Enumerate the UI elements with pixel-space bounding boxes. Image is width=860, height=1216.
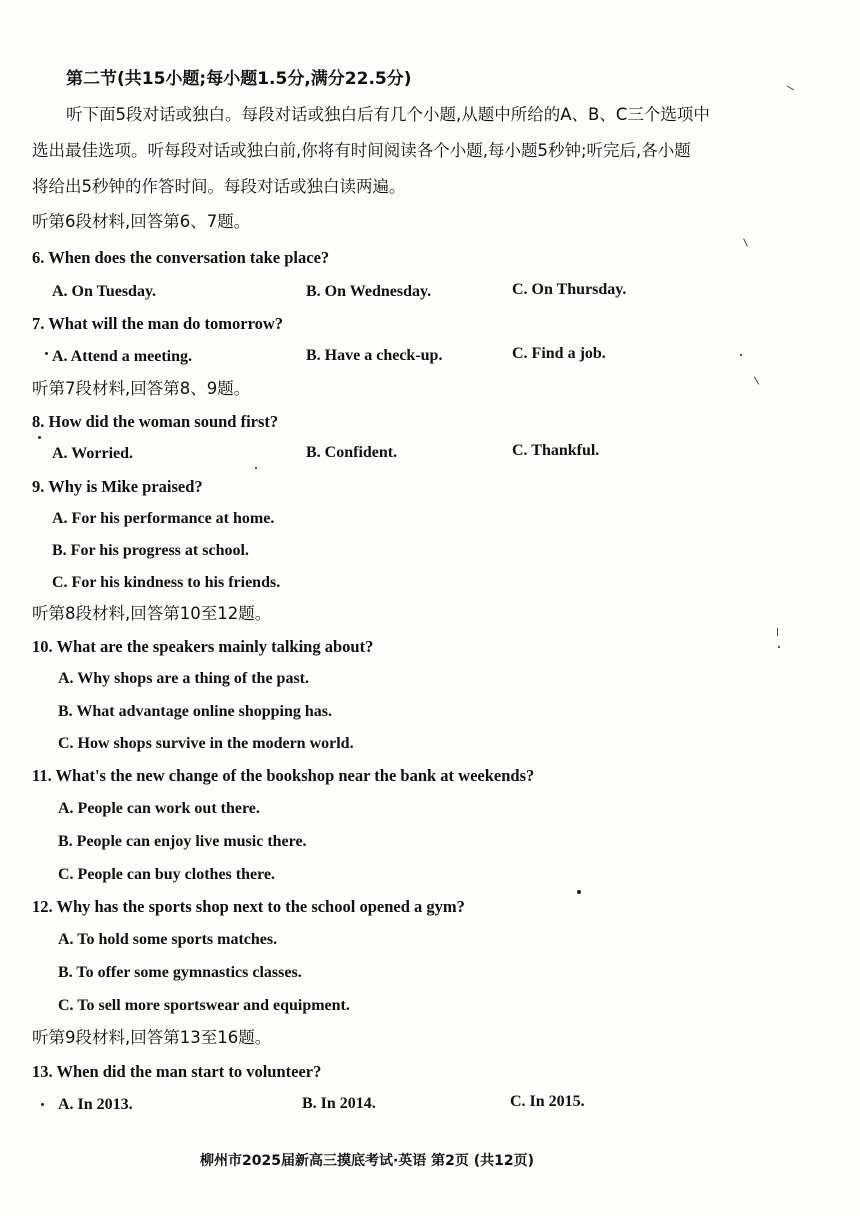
question-10: 10. What are the speakers mainly talking about? <box>32 637 374 656</box>
scan-mark <box>743 238 748 247</box>
q10-option-a: A. Why shops are a thing of the past. <box>58 670 310 687</box>
question-8: 8. How did the woman sound first? <box>32 412 279 431</box>
q10-option-b: B. What advantage online shopping has. <box>58 703 333 720</box>
q13-option-b: B. In 2014. <box>302 1095 376 1112</box>
question-13: 13. When did the man start to volunteer? <box>32 1062 322 1081</box>
q7-option-c: C. Find a job. <box>512 345 606 362</box>
q12-option-a: A. To hold some sports matches. <box>58 931 278 948</box>
section-title: 第二节(共15小题;每小题1.5分,满分22.5分) <box>66 69 412 89</box>
scan-mark <box>754 376 759 384</box>
q12-option-b: B. To offer some gymnastics classes. <box>58 964 302 981</box>
group-heading-8: 听第8段材料,回答第10至12题。 <box>32 604 272 623</box>
question-7: 7. What will the man do tomorrow? <box>32 314 284 333</box>
question-11: 11. What's the new change of the bookshop near the bank at weekends? <box>32 766 535 785</box>
q6-option-c: C. On Thursday. <box>512 281 627 298</box>
scan-speck <box>778 646 780 648</box>
q9-option-b: B. For his progress at school. <box>52 542 249 559</box>
scan-speck <box>38 436 41 439</box>
scan-mark <box>787 86 794 91</box>
question-9: 9. Why is Mike praised? <box>32 477 203 496</box>
scan-speck <box>740 354 742 356</box>
q8-option-a: A. Worried. <box>52 445 134 462</box>
q7-option-b: B. Have a check-up. <box>306 347 443 364</box>
q10-option-c: C. How shops survive in the modern world. <box>58 735 354 752</box>
q6-option-b: B. On Wednesday. <box>306 283 432 300</box>
scan-speck <box>577 890 581 894</box>
instruction-line-3: 将给出5秒钟的作答时间。每段对话或独白读两遍。 <box>32 177 406 196</box>
q11-option-c: C. People can buy clothes there. <box>58 866 276 883</box>
scan-speck <box>255 467 257 469</box>
scan-speck <box>41 1103 44 1106</box>
group-heading-9: 听第9段材料,回答第13至16题。 <box>32 1028 272 1047</box>
question-6: 6. When does the conversation take place? <box>32 248 330 267</box>
page-footer: 柳州市2025届新高三摸底考试·英语 第2页 (共12页) <box>200 1153 535 1169</box>
q11-option-b: B. People can enjoy live music there. <box>58 833 307 850</box>
q9-option-a: A. For his performance at home. <box>52 510 275 527</box>
scan-mark <box>777 628 778 636</box>
question-12: 12. Why has the sports shop next to the school opened a gym? <box>32 897 465 916</box>
group-heading-7: 听第7段材料,回答第8、9题。 <box>32 379 251 398</box>
q8-option-c: C. Thankful. <box>512 442 600 459</box>
q6-option-a: A. On Tuesday. <box>52 283 157 300</box>
group-heading-6: 听第6段材料,回答第6、7题。 <box>32 212 251 231</box>
q13-option-c: C. In 2015. <box>510 1093 585 1110</box>
q13-option-a: A. In 2013. <box>58 1096 133 1113</box>
scan-speck <box>45 352 48 355</box>
instruction-line-1: 听下面5段对话或独白。每段对话或独白后有几个小题,从题中所给的A、B、C三个选项中 <box>66 105 710 124</box>
q8-option-b: B. Confident. <box>306 444 398 461</box>
q11-option-a: A. People can work out there. <box>58 800 260 817</box>
q7-option-a: A. Attend a meeting. <box>52 348 192 365</box>
instruction-line-2: 选出最佳选项。听每段对话或独白前,你将有时间阅读各个小题,每小题5秒钟;听完后,各小题 <box>32 141 691 160</box>
q9-option-c: C. For his kindness to his friends. <box>52 574 281 591</box>
q12-option-c: C. To sell more sportswear and equipment. <box>58 997 350 1014</box>
